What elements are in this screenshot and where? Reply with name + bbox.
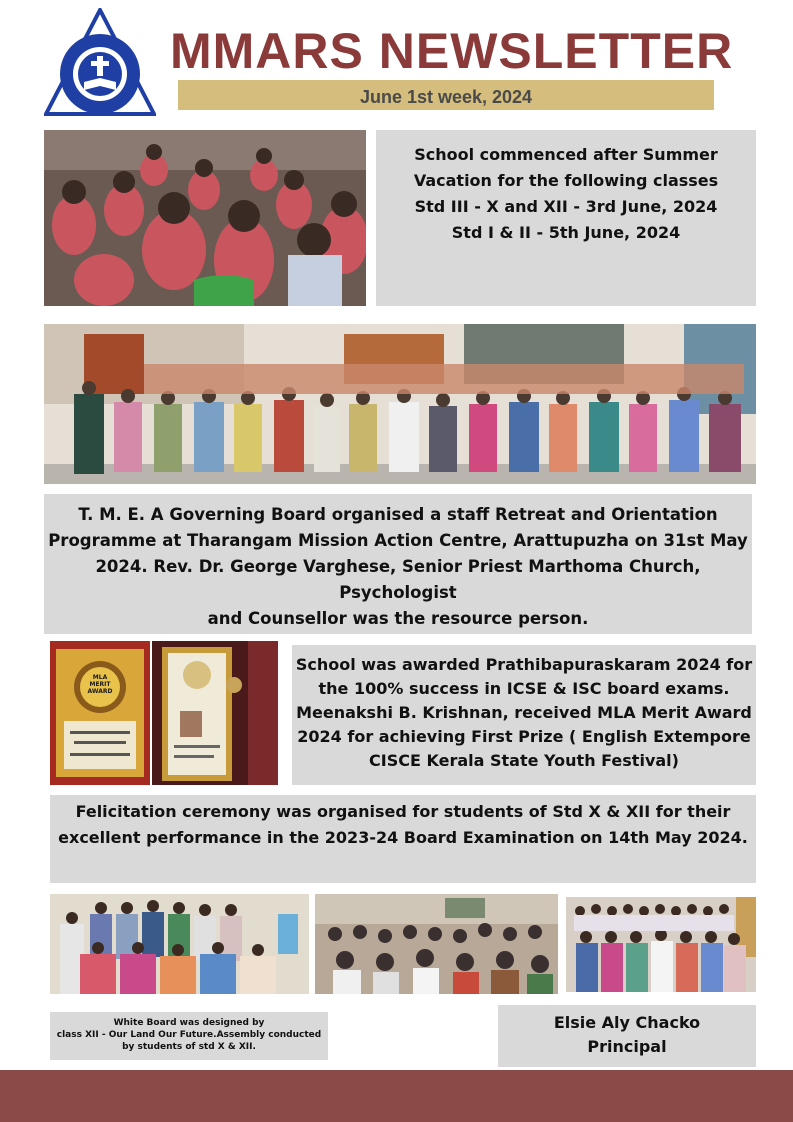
notice-line: excellent performance in the 2023-24 Board Examination on 14th May 2024. <box>58 828 748 847</box>
notice-line: T. M. E. A Governing Board organised a staff Retreat and Orientation <box>78 505 718 524</box>
assembly-photo <box>315 894 558 994</box>
award-notice <box>292 645 756 785</box>
caption-line: White Board was designed by <box>113 1018 265 1028</box>
notice-line: Vacation for the following classes <box>413 171 719 190</box>
award-word: MERIT <box>89 681 111 688</box>
staff-retreat-notice <box>44 494 752 634</box>
notice-line: 2024 for achieving First Prize ( English Extempore <box>297 727 751 746</box>
photo-caption <box>50 1012 328 1060</box>
notice-line: 2024. Rev. Dr. George Varghese, Senior Priest Marthoma Church, Psychologist <box>95 557 701 602</box>
notice-line: the 100% success in ICSE & ISC board exams. <box>318 679 730 698</box>
felicitation-notice <box>50 795 756 883</box>
newsletter-date: June 1st week, 2024 <box>178 80 714 110</box>
notice-line: Meenakshi B. Krishnan, received MLA Merit Award <box>296 703 752 722</box>
award-trophy-photo <box>50 641 150 785</box>
school-reopening-notice <box>376 130 756 306</box>
notice-line: Programme at Tharangam Mission Action Centre, Arattupuzha on 31st May <box>48 531 748 550</box>
notice-line: Std I & II - 5th June, 2024 <box>451 223 681 242</box>
notice-line: Std III - X and XII - 3rd June, 2024 <box>414 197 718 216</box>
newsletter-title: MMARS NEWSLETTER <box>170 23 734 79</box>
notice-line: Felicitation ceremony was organised for students of Std X & XII for their <box>75 802 731 821</box>
principal-role: Principal <box>587 1037 667 1056</box>
footer-bar <box>0 1070 793 1122</box>
notice-line: School was awarded Prathibapuraskaram 2024 for <box>295 655 753 674</box>
felicitation-photo <box>50 894 309 994</box>
principal-name: Elsie Aly Chacko <box>553 1013 701 1032</box>
students-photo <box>44 130 366 306</box>
students-group-photo <box>566 897 756 992</box>
award-word: MLA <box>92 674 108 681</box>
principal-signature <box>498 1005 756 1067</box>
school-logo <box>44 8 156 120</box>
caption-line: class XII - Our Land Our Future.Assembly conducted <box>56 1030 322 1040</box>
award-plaque-photo <box>152 641 278 785</box>
staff-group-photo <box>44 324 756 484</box>
notice-line: and Counsellor was the resource person. <box>207 609 589 628</box>
caption-line: by students of std X & XII. <box>122 1042 256 1052</box>
notice-line: School commenced after Summer <box>414 145 718 164</box>
notice-line: CISCE Kerala State Youth Festival) <box>369 751 679 770</box>
award-word: AWARD <box>87 688 113 695</box>
